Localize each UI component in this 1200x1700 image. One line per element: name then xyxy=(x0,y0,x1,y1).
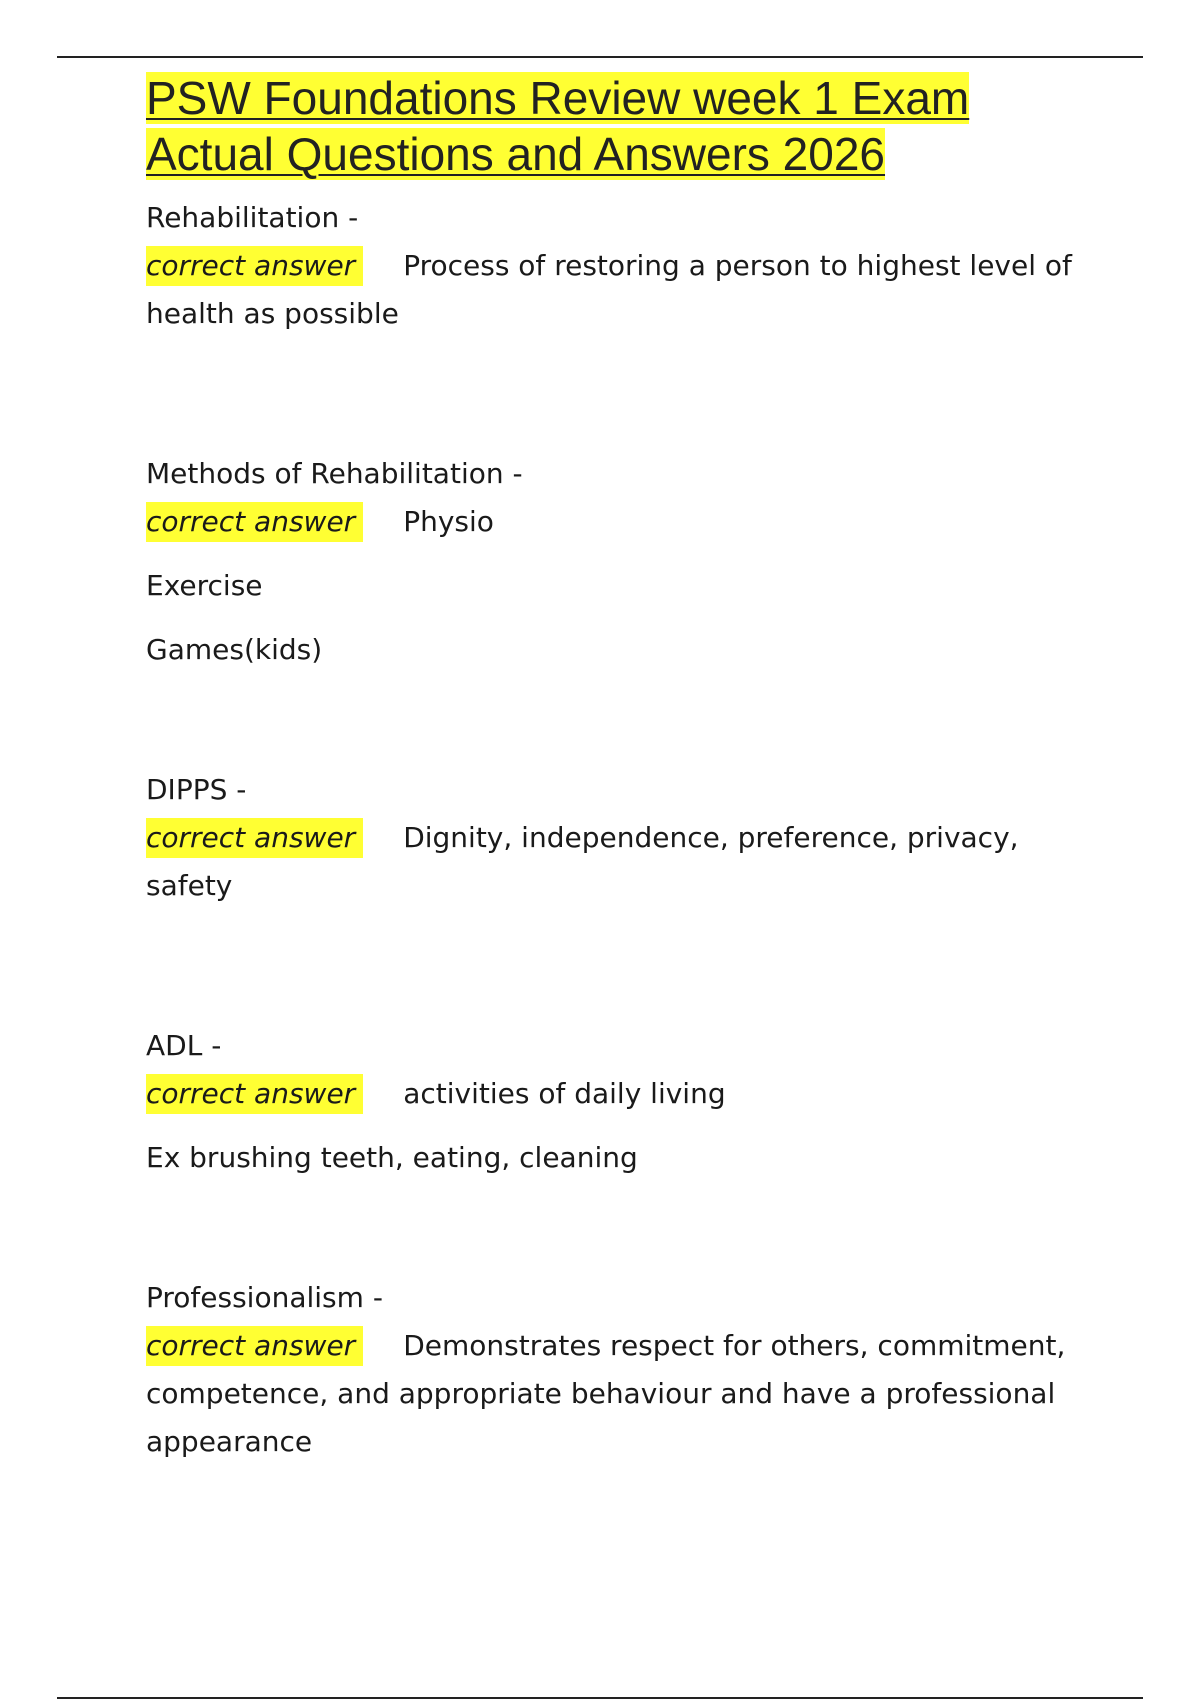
qa-item-methods-of-rehabilitation xyxy=(146,450,1086,674)
question: Professionalism - xyxy=(146,1281,383,1314)
correct-answer-tag: correct answer xyxy=(146,1326,363,1366)
answer xyxy=(146,498,1086,546)
answer xyxy=(146,1322,1086,1466)
qa-item-adl xyxy=(146,1022,1086,1182)
answer-text: Process of restoring a person to highest level of health as possible xyxy=(146,249,1072,330)
correct-answer-tag: correct answer xyxy=(146,246,363,286)
question: ADL - xyxy=(146,1029,222,1062)
answer-extra-line: Games(kids) xyxy=(146,633,323,666)
answer-extra-line: Ex brushing teeth, eating, cleaning xyxy=(146,1141,638,1174)
qa-item-dipps xyxy=(146,766,1086,910)
answer xyxy=(146,242,1086,338)
bottom-rule xyxy=(57,1697,1143,1699)
question: Methods of Rehabilitation - xyxy=(146,457,523,490)
answer-text: Demonstrates respect for others, commitment, competence, and appropriate behaviour and have a professional appearance xyxy=(146,1329,1066,1458)
document-title xyxy=(146,70,1086,182)
qa-list xyxy=(146,194,1086,1466)
answer xyxy=(146,1070,1086,1118)
correct-answer-tag: correct answer xyxy=(146,1074,363,1114)
title-line-1: PSW Foundations Review week 1 Exam xyxy=(146,72,970,124)
document-body xyxy=(146,70,1086,1466)
answer-text: Physio xyxy=(403,505,494,538)
answer-text: activities of daily living xyxy=(403,1077,726,1110)
question: Rehabilitation - xyxy=(146,201,359,234)
question: DIPPS - xyxy=(146,773,247,806)
answer-text: Dignity, independence, preference, privacy, safety xyxy=(146,821,1019,902)
title-line-2: Actual Questions and Answers 2026 xyxy=(146,128,886,180)
top-rule xyxy=(57,56,1143,58)
correct-answer-tag: correct answer xyxy=(146,502,363,542)
correct-answer-tag: correct answer xyxy=(146,818,363,858)
answer xyxy=(146,814,1086,910)
qa-item-professionalism xyxy=(146,1274,1086,1466)
answer-extra-line: Exercise xyxy=(146,569,263,602)
qa-item-rehabilitation xyxy=(146,194,1086,338)
